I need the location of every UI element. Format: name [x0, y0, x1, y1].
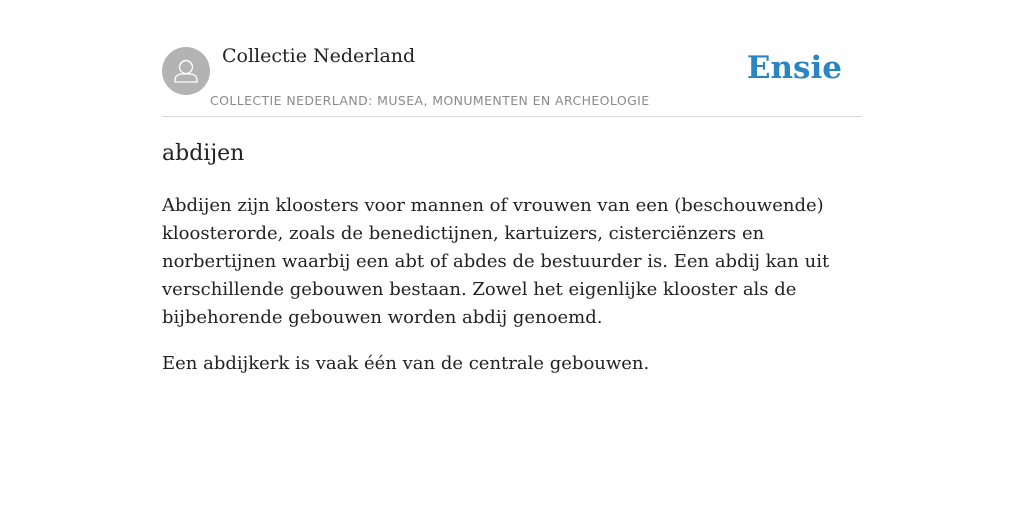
- user-outline-icon: [162, 47, 210, 95]
- site-name[interactable]: Collectie Nederland: [222, 45, 416, 67]
- site-header: [162, 0, 862, 117]
- avatar[interactable]: [162, 47, 210, 95]
- article-title: abdijen: [162, 141, 245, 166]
- ensie-logo-link[interactable]: Ensie: [746, 50, 842, 86]
- site-tagline: COLLECTIE NEDERLAND: MUSEA, MONUMENTEN EN ARCHEOLOGIE: [210, 93, 650, 108]
- article-paragraph: Een abdijkerk is vaak één van de centrale gebouwen.: [162, 353, 650, 374]
- article-paragraph: Abdijen zijn kloosters voor mannen of vrouwen van een (beschouwende) kloosterorde, zoals de benedictijnen, kartuizers, cisterciënzers en norbertijnen waarbij een abt of abdes de bestuurder is. Een abdij kan uit verschillende gebouwen bestaan. Zowel het eigenlijke klooster als de bijbehorende gebouwen worden abdij genoemd.: [162, 195, 830, 328]
- article: [162, 138, 862, 378]
